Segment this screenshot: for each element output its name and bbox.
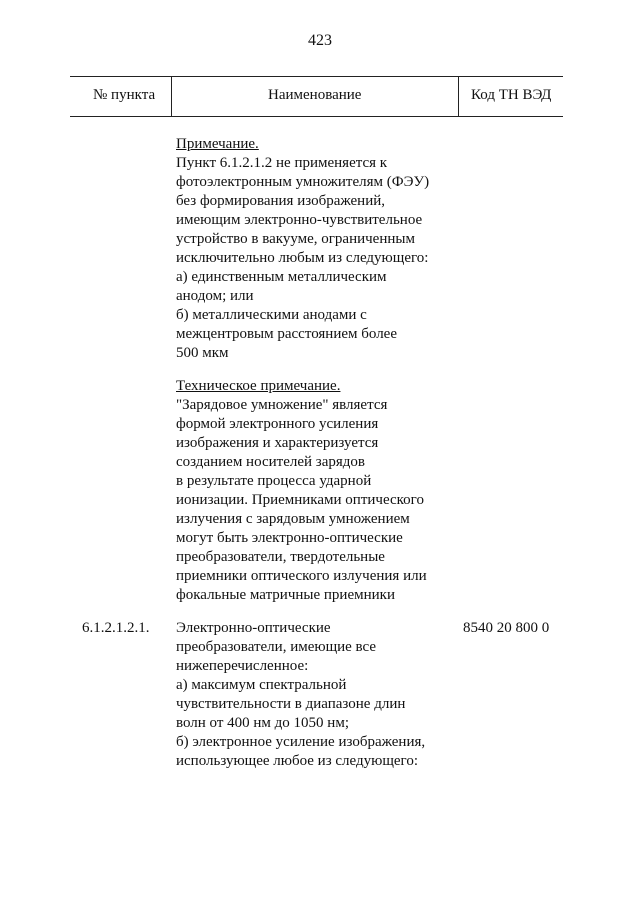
item-line: волн от 400 нм до 1050 нм; bbox=[176, 715, 349, 731]
header-col-name: Наименование bbox=[268, 87, 362, 103]
note-line: анодом; или bbox=[176, 288, 254, 304]
header-col-code: Код ТН ВЭД bbox=[471, 87, 552, 103]
note-line: устройство в вакууме, ограниченным bbox=[176, 231, 415, 247]
tech-note-line: фокальные матричные приемники bbox=[176, 587, 395, 603]
item-line: Электронно-оптические bbox=[176, 620, 331, 636]
item-line: преобразователи, имеющие все bbox=[176, 639, 377, 655]
tech-note-line: формой электронного усиления bbox=[176, 416, 379, 432]
header-col-number: № пункта bbox=[93, 87, 156, 103]
note-line: без формирования изображений, bbox=[176, 193, 386, 209]
note-heading: Примечание. bbox=[176, 136, 259, 152]
tech-note-line: преобразователи, твердотельные bbox=[176, 549, 385, 565]
tech-note-line: излучения с зарядовым умножением bbox=[176, 511, 410, 527]
item-code: 8540 20 800 0 bbox=[463, 620, 550, 636]
tech-note-line: изображения и характеризуется bbox=[176, 435, 379, 451]
note-line: Пункт 6.1.2.1.2 не применяется к bbox=[176, 155, 388, 171]
note-line: 500 мкм bbox=[176, 345, 229, 361]
column-divider-2 bbox=[458, 76, 459, 116]
tech-note-block bbox=[176, 377, 427, 605]
item-line: использующее любое из следующего: bbox=[176, 753, 418, 769]
note-line: а) единственным металлическим bbox=[176, 269, 387, 285]
item-line: а) максимум спектральной bbox=[176, 677, 347, 693]
tech-note-line: ионизации. Приемниками оптического bbox=[176, 492, 424, 508]
tech-note-heading: Техническое примечание. bbox=[176, 378, 341, 394]
note-line: фотоэлектронным умножителям (ФЭУ) bbox=[176, 174, 430, 190]
tech-note-line: могут быть электронно-оптические bbox=[176, 530, 403, 546]
tech-note-line: приемники оптического излучения или bbox=[176, 568, 427, 584]
tech-note-line: в результате процесса ударной bbox=[176, 473, 372, 489]
note-line: исключительно любым из следующего: bbox=[176, 250, 429, 266]
tech-note-line: "Зарядовое умножение" является bbox=[176, 397, 388, 413]
item-number: 6.1.2.1.2.1. bbox=[82, 620, 150, 636]
table-header-bottom-rule bbox=[70, 116, 563, 117]
item-description bbox=[176, 619, 425, 771]
note-line: межцентровым расстоянием более bbox=[176, 326, 398, 342]
page-number: 423 bbox=[308, 32, 332, 49]
item-line: нижеперечисленное: bbox=[176, 658, 309, 674]
note-block bbox=[176, 135, 429, 363]
item-line: б) электронное усиление изображения, bbox=[176, 734, 426, 750]
tech-note-line: созданием носителей зарядов bbox=[176, 454, 365, 470]
column-divider-1 bbox=[171, 76, 172, 116]
table-header-top-rule bbox=[70, 76, 563, 77]
note-line: б) металлическими анодами с bbox=[176, 307, 367, 323]
note-line: имеющим электронно-чувствительное bbox=[176, 212, 423, 228]
item-line: чувствительности в диапазоне длин bbox=[176, 696, 406, 712]
